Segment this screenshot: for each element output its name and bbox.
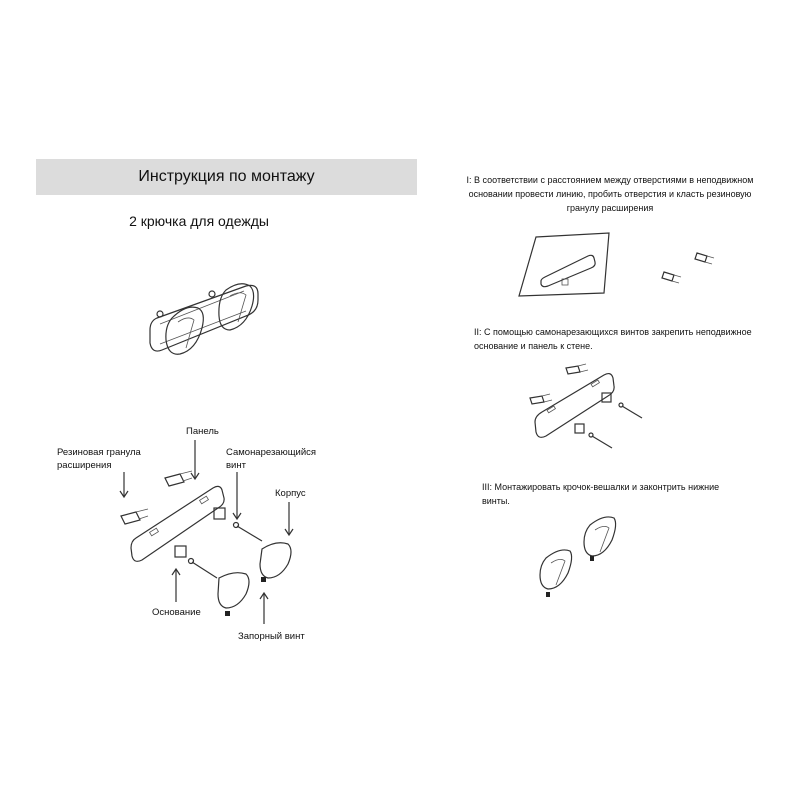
- step-3-illustration: [540, 517, 616, 597]
- step-1-illustration: [519, 233, 714, 296]
- page-title: Инструкция по монтажу: [138, 168, 315, 185]
- step-1-text: I: В соответствии с расстоянием между отверстиями в неподвижном основании провести линию, пробить отверстия и класть резиновую гранулу расширения: [466, 175, 754, 213]
- label-panel: Панель: [186, 426, 219, 437]
- step-3-text: III: Монтажировать крочок-вешалки и законтрить нижние винты.: [482, 482, 720, 506]
- label-body: Корпус: [275, 488, 306, 499]
- label-lock-screw: Запорный винт: [238, 631, 305, 642]
- step-2-text: II: С помощью самонарезающихся винтов закрепить неподвижное основание и панель к стене.: [474, 327, 752, 351]
- assembled-hooks-illustration: [150, 284, 258, 354]
- step-2-illustration: [530, 364, 642, 448]
- label-rubber-plug: Резиновая гранула расширения: [57, 447, 141, 471]
- label-self-tapping-screw: Самонарезающийся винт: [226, 447, 317, 471]
- product-subtitle: 2 крючка для одежды: [129, 213, 269, 229]
- exploded-view-illustration: [120, 440, 293, 624]
- label-base: Основание: [152, 607, 201, 618]
